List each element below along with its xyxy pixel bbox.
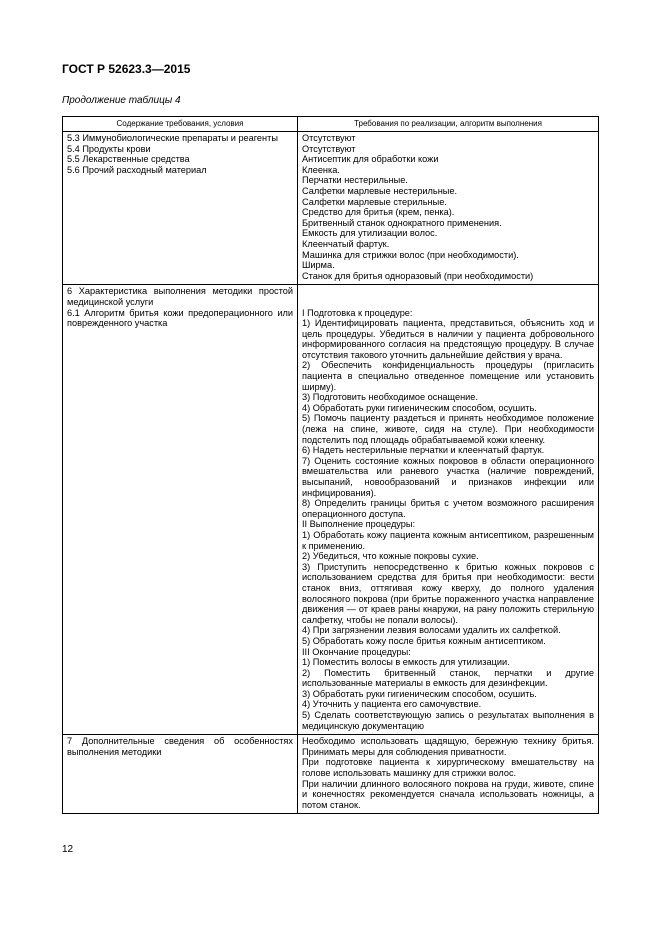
list-item: Салфетки марлевые нестерильные.: [302, 185, 458, 196]
list-item: При наличии длинного волосяного покрова на груди, животе, спине и конечностях рекомендуется сначала использовать ножницы, а потом станок.: [302, 778, 594, 810]
list-item: 1) Поместить волосы в емкость для утилизации.: [302, 657, 510, 668]
spacer: [302, 286, 594, 297]
list-item: 5) Сделать соответствующую запись о результатах выполнения в медицинскую документацию: [302, 710, 594, 731]
list-item: 4) Обработать руки гигиеническим способом, осушить.: [302, 402, 537, 413]
table-cell-right: [298, 132, 599, 285]
subsection-heading: 6.1 Алгоритм бритья кожи предоперационного или поврежденного участка: [67, 307, 293, 329]
list-item: Перчатки нестерильные.: [302, 175, 408, 186]
list-item: Антисептик для обработки кожи: [302, 154, 439, 165]
table-row: [63, 285, 599, 735]
list-item: 3) Подготовить необходимое оснащение.: [302, 392, 478, 403]
list-item: 8) Определить границы бритья с учетом возможного расширения операционного доступа.: [302, 498, 594, 519]
page-number: 12: [62, 844, 74, 855]
list-item: 7) Оценить состояние кожных покровов в области операционного вмешательства или раневого участка (наличие повреждений, высыпаний, новообразований и признаков инфекции или инфицирования).: [302, 455, 594, 498]
list-item: Клеенчатый фартук.: [302, 238, 390, 249]
list-item: II Выполнение процедуры:: [302, 519, 416, 530]
requirements-table: [62, 116, 599, 814]
list-item: 2) Поместить бритвенный станок, перчатки и другие использованные материалы в емкость для дезинфекции.: [302, 667, 594, 689]
document-id: ГОСТ Р 52623.3—2015: [62, 62, 191, 76]
list-item: 5) Помочь пациенту раздеться и принять необходимое положение (лежа на спине, животе, сидя на стуле). При необходимости подстелить под площадь обрабатываемой кожи клеенку.: [302, 413, 594, 445]
list-item: 4) При загрязнении лезвия волосами удалить их салфеткой.: [302, 625, 561, 636]
spacer: [302, 297, 594, 308]
list-item: 1) Обработать кожу пациента кожным антисептиком, разрешенным к применению.: [302, 529, 594, 551]
list-item: 2) Убедиться, что кожные покровы сухие.: [302, 551, 479, 562]
section-heading: 6 Характеристика выполнения методики простой медицинской услуги: [67, 286, 293, 307]
list-item: 3) Обработать руки гигиеническим способом, осушить.: [302, 688, 537, 699]
list-item: Станок для бритья одноразовый (при необходимости): [302, 270, 534, 281]
list-item: 5.5 Лекарственные средства: [67, 154, 190, 165]
table-cell-left: [63, 132, 298, 285]
list-item: 4) Уточнить у пациента его самочувствие.: [302, 699, 482, 710]
list-item: 1) Идентифицировать пациента, представиться, объяснить ход и цель процедуры. Убедиться в наличии у пациента добровольного информированного согласия на предстоящую процедуру. В случае отсутствия такового уточнить дальнейшие действия у врача.: [302, 318, 594, 360]
list-item: Емкость для утилизации волос.: [302, 228, 438, 239]
list-item: Необходимо использовать щадящую, бережную технику бритья. Принимать меры для соблюдения приватности.: [302, 736, 594, 757]
list-item: Бритвенный станок однократного применения.: [302, 217, 502, 228]
list-item: Салфетки марлевые стерильные.: [302, 196, 447, 207]
list-item: I Подготовка к процедуре:: [302, 307, 413, 318]
table-row: [63, 735, 599, 814]
list-item: 6) Надеть нестерильные перчатки и клеенчатый фартук.: [302, 445, 545, 456]
column-header-conditions: Содержание требования, условия: [63, 117, 298, 132]
table-cell-right: [298, 285, 599, 735]
list-item: 5.6 Прочий расходный материал: [67, 164, 207, 175]
list-item: Средство для бритья (крем, пенка).: [302, 207, 455, 218]
list-item: 2) Обеспечить конфиденциальность процедуры (пригласить пациента в специально отведенное помещение или установить ширму).: [302, 360, 594, 392]
list-item: Отсутствуют: [302, 143, 356, 154]
list-item: Ширма.: [302, 260, 335, 271]
table-cell-right: [298, 735, 599, 814]
table-cell-left: [63, 285, 298, 735]
table-caption: Продолжение таблицы 4: [62, 95, 181, 106]
list-item: При подготовке пациента к хирургическому вмешательству на голове использовать машинку для стрижки волос.: [302, 757, 594, 779]
table-header-row: [63, 117, 599, 132]
column-header-algorithm: Требования по реализации, алгоритм выполнения: [298, 117, 599, 132]
list-item: Машинка для стрижки волос (при необходимости).: [302, 249, 519, 260]
table-row: [63, 132, 599, 285]
list-item: III Окончание процедуры:: [302, 646, 411, 657]
list-item: 5.4 Продукты крови: [67, 143, 151, 154]
section-heading: 7 Дополнительные сведения об особенностях выполнения методики: [67, 736, 293, 757]
list-item: 5.3 Иммунобиологические препараты и реагенты: [67, 133, 278, 143]
list-item: Отсутствуют: [302, 133, 356, 143]
list-item: 5) Обработать кожу после бритья кожным антисептиком.: [302, 635, 546, 646]
list-item: Клеенка.: [302, 164, 340, 175]
list-item: 3) Приступить непосредственно к бритью кожных покровов с использованием средства для бритья при необходимости: вести станок вниз, оттягивая кожу кверху, до полного удаления волосяного покрова (при бритье пораженного участка направление движения — от краев раны кнаружи, на рану положить стерильную салфетку, чтобы не попали волосы).: [302, 561, 594, 625]
table-cell-left: [63, 735, 298, 814]
